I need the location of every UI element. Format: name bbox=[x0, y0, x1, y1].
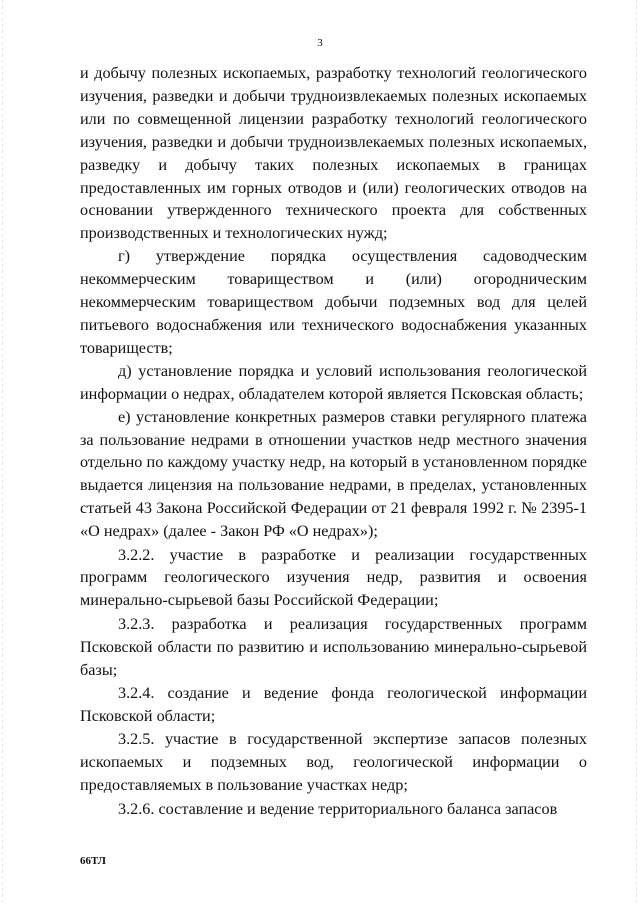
paragraph-item-d: д) установление порядка и условий использования геологической информации о недрах, обладателем которой является Псковская область; bbox=[80, 361, 587, 403]
paragraph-3-2-2: 3.2.2. участие в разработке и реализации государственных программ геологического изучения недр, развития и освоения минерально-сырьевой базы Российской Федерации; bbox=[80, 545, 587, 610]
footer-document-code: 66ТЛ bbox=[80, 855, 106, 867]
paragraph-3-2-3: 3.2.3. разработка и реализация государственных программ Псковской области по развитию и использованию минерально-сырьевой базы; bbox=[80, 614, 587, 679]
paragraph-3-2-5: 3.2.5. участие в государственной экспертизе запасов полезных ископаемых и подземных вод, геологической информации о предоставляемых в пользование участках недр; bbox=[80, 730, 587, 795]
page-number: 3 bbox=[317, 37, 323, 49]
paragraph-3-2-6: 3.2.6. составление и ведение территориального баланса запасов bbox=[118, 799, 558, 818]
paragraph-continuation: и добычу полезных ископаемых, разработку технологий геологического изучения, разведки и добычи трудноизвлекаемых полезных ископаемых или по совмещенной лицензии разработку технологий геологического изучения, разведки и добычи трудноизвлекаемых полезных ископаемых, разведку и добычу таких полезных ископаемых в границах предоставленных им горных отводов и (или) геологических отводов на основании утвержденного технического проекта для собственных производственных и технологических нужд; bbox=[80, 64, 587, 243]
document-body bbox=[80, 62, 587, 820]
paragraph-3-2-4: 3.2.4. создание и ведение фонда геологической информации Псковской области; bbox=[80, 683, 587, 725]
paragraph-item-g: г) утверждение порядка осуществления садоводческим некоммерческим товариществом и (или) огородническим некоммерческим товариществом добычи подземных вод для целей питьевого водоснабжения или технического водоснабжения указанных товариществ; bbox=[80, 247, 587, 357]
paragraph-item-e: е) установление конкретных размеров ставки регулярного платежа за пользование недрами в отношении участков недр местного значения отдельно по каждому участку недр, на который в установленном порядке выдается лицензия на пользование недрами, в пределах, установленных статьей 43 Закона Российской Федерации от 21 февраля 1992 г. № 2395-1 «О недрах» (далее - Закон РФ «О недрах»); bbox=[80, 407, 587, 541]
scan-edge-left bbox=[2, 0, 3, 905]
scan-edge-right bbox=[636, 0, 637, 905]
